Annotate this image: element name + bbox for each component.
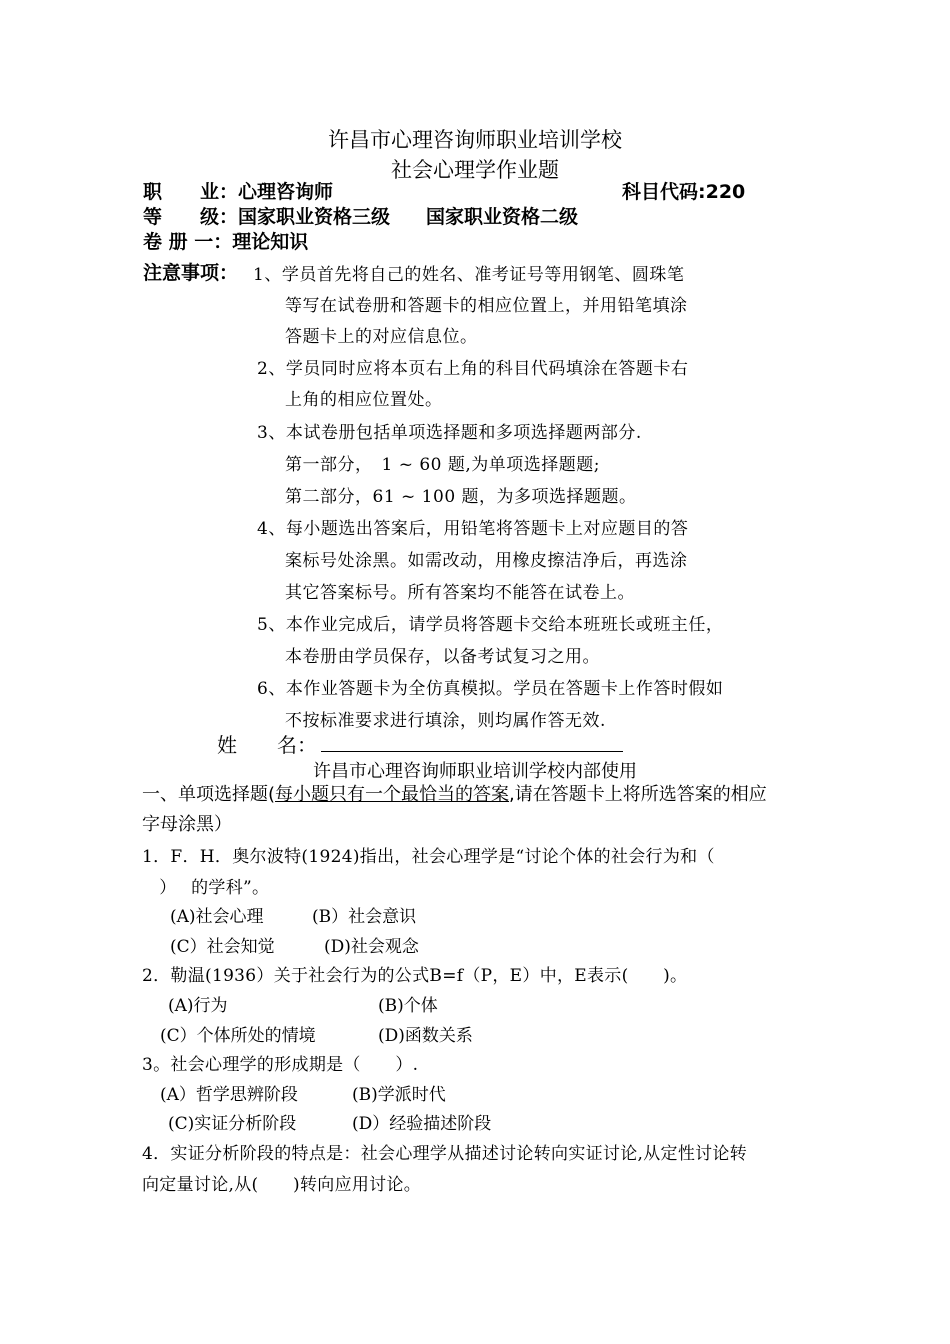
section-heading [142,780,767,806]
name-field-row [217,729,623,758]
notice-line: 答题卡上的对应信息位。 [285,327,478,347]
notice-line: 上角的相应位置处。 [285,390,443,410]
occupation-row [143,177,333,204]
question-2-option-c: (C）个体所处的情境 [160,1026,316,1046]
notice-line: 不按标准要求进行填涂，则均属作答无效. [285,711,606,731]
question-1-option-d: (D)社会观念 [324,937,419,957]
question-4-line-2: 向定量讨论,从( )转向应用讨论。 [142,1175,422,1195]
notice-line: 其它答案标号。所有答案均不能答在试卷上。 [285,583,635,603]
notice-label: 注意事项： [143,262,239,284]
school-title: 许昌市心理咨询师职业培训学校 [328,128,622,152]
volume-row [143,227,308,254]
name-input-line[interactable] [321,733,623,752]
question-1-option-b: (B）社会意识 [312,907,417,927]
question-1-line-2: ） 的学科”。 [142,878,270,898]
level-label: 等 级： [143,206,239,228]
question-2-option-d: (D)函数关系 [378,1026,473,1046]
question-3-line-1: 3。社会心理学的形成期是（ ）. [142,1055,419,1075]
occupation-label: 职 业： [143,181,239,203]
question-3-option-d: (D）经验描述阶段 [352,1114,492,1134]
question-3-option-a: (A）哲学思辨阶段 [160,1085,298,1105]
question-2-option-b: (B)个体 [378,996,438,1016]
notice-line: 第二部分，61 ~ 100 题，为多项选择题题。 [285,487,637,507]
volume-label: 卷 册 一： [143,231,233,253]
level-value-1: 国家职业资格三级 [238,206,391,228]
notice-line: 2、学员同时应将本页右上角的科目代码填涂在答题卡右 [257,359,689,379]
level-value-2: 国家职业资格二级 [426,206,579,228]
section-prefix: 一、单项选择题( [142,784,276,805]
section-heading-line2: 字母涂黑） [142,814,232,835]
document-subtitle: 社会心理学作业题 [391,158,559,182]
subject-code: 科目代码:220 [622,181,746,203]
notice-line: 案标号处涂黑。如需改动，用橡皮擦洁净后，再选涂 [285,551,688,571]
question-1-option-c: (C）社会知觉 [170,937,275,957]
notice-line: 5、本作业完成后，请学员将答题卡交给本班班长或班主任， [257,615,724,635]
notice-line: 第一部分， 1 ~ 60 题,为单项选择题题; [285,455,601,475]
notice-line: 3、本试卷册包括单项选择题和多项选择题两部分. [257,423,642,443]
question-4-line-1: 4．实证分析阶段的特点是：社会心理学从描述讨论转向实证讨论,从定性讨论转 [142,1144,748,1164]
question-3-option-b: (B)学派时代 [352,1085,446,1105]
internal-use-note: 许昌市心理咨询师职业培训学校内部使用 [313,761,637,782]
question-2-line-1: 2．勒温(1936）关于社会行为的公式B=f（P，E）中，E表示( )。 [142,966,688,986]
notice-line: 1、学员首先将自己的姓名、准考证号等用钢笔、圆珠笔 [253,265,685,285]
name-label: 姓 名： [217,733,317,757]
occupation-value: 心理咨询师 [238,181,334,203]
volume-value: 理论知识 [232,231,309,253]
question-3-option-c: (C)实证分析阶段 [168,1114,297,1134]
question-1-line-1: 1．F．H．奥尔波特(1924)指出，社会心理学是“讨论个体的社会行为和（ [142,847,715,867]
section-suffix: ,请在答题卡上将所选答案的相应 [509,784,767,805]
notice-line: 等写在试卷册和答题卡的相应位置上，并用铅笔填涂 [285,296,688,316]
level-row [143,202,578,229]
notice-line: 6、本作业答题卡为全仿真模拟。学员在答题卡上作答时假如 [257,679,724,699]
notice-line: 4、每小题选出答案后，用铅笔将答题卡上对应题目的答 [257,519,689,539]
question-1-option-a: (A)社会心理 [170,907,264,927]
section-underlined: 每小题只有一个最恰当的答案 [275,784,510,805]
question-2-option-a: (A)行为 [168,996,228,1016]
notice-line: 本卷册由学员保存，以备考试复习之用。 [285,647,600,667]
